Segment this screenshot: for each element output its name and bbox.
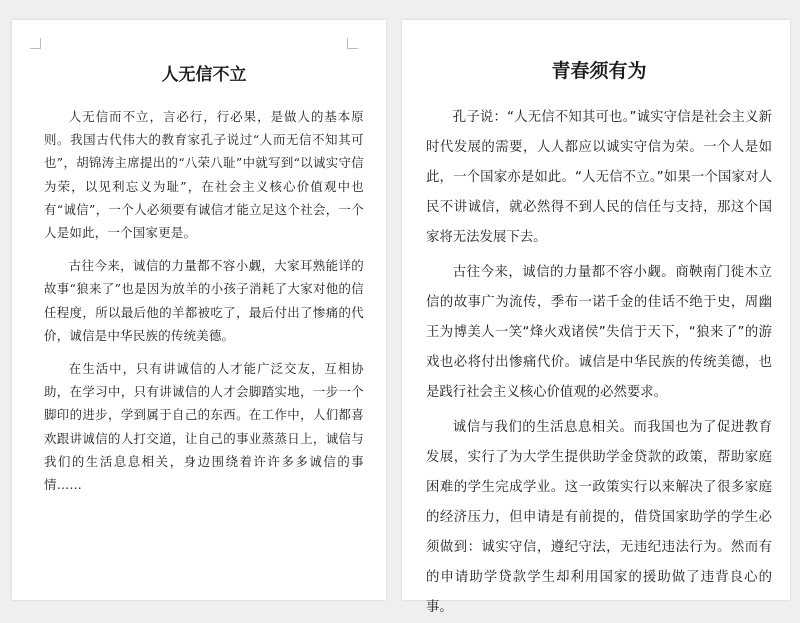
crop-mark-top-right <box>347 38 358 49</box>
essay-paragraph: 人无信而不立，言必行，行必果，是做人的基本原则。我国古代伟大的教育家孔子说过“人而无信不知其可也”，胡锦涛主席提出的“八荣八耻”中就写到“以诚实守信为荣，以见利忘义为耻”，在社会主义核心价值观中也有“诚信”，一个人必须要有诚信才能立足这个社会，一个人是如此，一个国家更是。 <box>44 109 364 241</box>
essay-page-right <box>402 20 790 615</box>
essay-paragraph: 孔子说：“人无信不知其可也。”诚实守信是社会主义新时代发展的需要，人人都应以诚实守信为荣。一个人是如此，一个国家亦是如此。“人无信不立。”如果一个国家对人民不讲诚信，就必然得不到人民的信任与支持，那这个国家将无法发展下去。 <box>426 110 772 245</box>
essay-title: 青春须有为 <box>551 60 647 82</box>
essay-title: 人无信不立 <box>161 65 247 85</box>
crop-mark-top-left <box>30 38 41 49</box>
essay-page-left <box>12 20 386 600</box>
essay-paragraph: 诚信与我们的生活息息相关。而我国也为了促进教育发展，实行了为大学生提供助学金贷款的政策，帮助家庭困难的学生完成学业。这一政策实行以来解决了很多家庭的经济压力，但申请是有前提的，借贷国家助学的学生必须做到：诚实守信，遵纪守法，无违纪违法行为。然而有的申请助学贷款学生却利用国家的援助做了违背良心的事。 <box>426 420 772 615</box>
essay-paragraph: 古往今来，诚信的力量都不容小觑。商鞅南门徙木立信的故事广为流传，季布一诺千金的佳话不绝于史，周幽王为博美人一笑“烽火戏诸侯”失信于天下，“狼来了”的游戏也必将付出惨痛代价。诚信是中华民族的传统美德，也是践行社会主义核心价值观的必然要求。 <box>426 265 772 400</box>
essay-paragraph: 古往今来，诚信的力量都不容小觑，大家耳熟能详的故事“狼来了”也是因为放羊的小孩子消耗了大家对他的信任程度，所以最后他的羊都被吃了，最后付出了惨痛的代价，诚信是中华民族的传统美德。 <box>44 258 364 343</box>
essay-paragraph: 在生活中，只有讲诚信的人才能广泛交友，互相协助，在学习中，只有讲诚信的人才会脚踏实地，一步一个脚印的进步，学到属于自己的东西。在工作中，人们都喜欢跟讲诚信的人打交道，让自己的事业蒸蒸日上，诚信与我们的生活息息相关，身边围绕着许许多多诚信的事情…… <box>44 361 364 493</box>
